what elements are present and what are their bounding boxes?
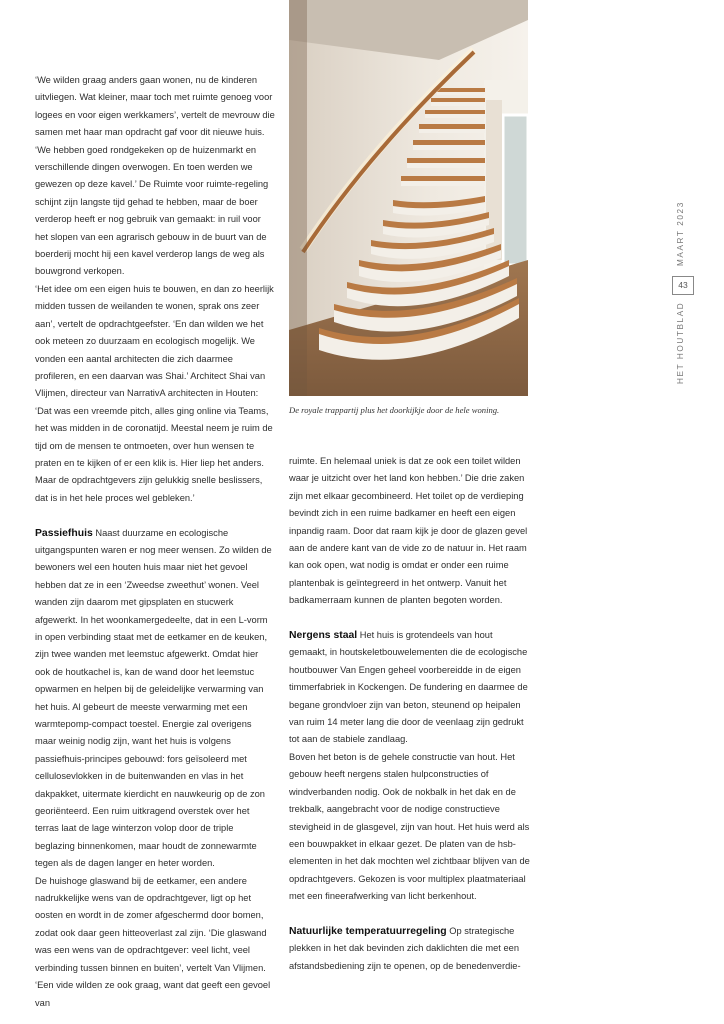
paragraph: ruimte. En helemaal uniek is dat ze ook een toilet wilden waar je uitzicht over het land kon hebben.’ Die drie zaken zijn met elkaar gecombineerd. Het toilet op de verdieping bevindt zich in een ruime badkamer en heeft een eigen inpandig raam. Door dat raam kijk je door de glazen gevel aan de andere kant van de vide zo de natuur in. Het raam kan ook open, wat nodig is omdat er onder een ruime plantenbak is geïntegreerd in het ontwerp. Vanuit het badkamerraam kunnen de planten begoten worden. — [289, 456, 528, 606]
photo-caption: De royale trappartij plus het doorkijkje door de hele woning. — [289, 405, 500, 415]
issue-month: MAART 2023 — [676, 201, 685, 266]
page-number: 43 — [672, 276, 694, 295]
paragraph — [289, 923, 531, 975]
publication-name: HET HOUTBLAD — [676, 301, 685, 384]
paragraph: ‘Het idee om een eigen huis te bouwen, en dan zo heerlijk midden tussen de weilanden te wonen, sprak ons zeer aan’, vertelt de opdrachtgeefster. ‘En dan wilden we het ook meteen zo duurzaam en ecologisch mogelijk. We vonden een aantal architecten die zich daarmee profileren, en een daarvan was Shai.’ Architect Shai van Vlijmen, directeur van NarrativA architecten in Houten: ‘Dat was een vreemde pitch, alles ging online via Teams, het was midden in de coronatijd. Meestal neem je ruim de tijd om de mensen te ontmoeten, over hun wensen te praten en te kijken of er een klik is. Hier liep het anders. Maar de opdrachtgevers zijn gelukkig snelle beslissers, dat is in het hele proces wel gebleken.’ — [35, 283, 274, 503]
right-column — [289, 453, 531, 975]
paragraph: ‘We wilden graag anders gaan wonen, nu de kinderen uitvliegen. Wat kleiner, maar toch met ruimte genoeg voor logees en voor eigen werkkamers’, vertelt de mevrouw die samen met haar man opdracht gaf voor dit nieuwe huis. ‘We hebben goed rondgekeken op de huizenmarkt en verschillende dingen overwogen. En toen werden we gewezen op deze kavel.’ De Ruimte voor ruimte-regeling schijnt zijn langste tijd gehad te hebben, maar de boer verderop heeft er nog gebruik van gemaakt: in ruil voor het slopen van een agrarisch gebouw in de buurt van de boerderij mocht hij een kavel verderop langs de weg als bouwgrond verkopen. — [35, 75, 275, 277]
paragraph — [289, 627, 531, 749]
section-heading: Natuurlijke temperatuurregeling — [289, 925, 447, 937]
paragraph: Boven het beton is de gehele constructie van hout. Het gebouw heeft nergens stalen hulpconstructies of windverbanden nodig. Ook de nokbalk in het dak en de trekbalk, aangebracht voor de nodige constructieve stevigheid in de glasgevel, zijn van hout. Het huis werd als een bouwpakket in elkaar gezet. De platen van de hsb-elementen in het dak mochten wel zichtbaar blijven van de opdrachtgevers. Gekozen is voor multiplex plaatmateriaal met een fineerafwerking van licht berkenhout. — [289, 751, 530, 902]
section-heading: Passiefhuis — [35, 527, 93, 539]
paragraph: De huishoge glaswand bij de eetkamer, een andere nadrukkelijke wens van de opdrachtgever, ligt op het oosten en wordt in de zomer afgeschermd door bomen, zodat ook daar geen hitteoverlast zal zijn. ‘Die glaswand was een wens van de opdrachtgever: veel licht, veel verbinding tussen binnen en buiten’, vertelt Van Vlijmen. ‘Een vide wilden ze ook graag, want dat geeft een gevoel van — [35, 875, 271, 1008]
left-column — [35, 72, 275, 1012]
staircase-photo — [289, 0, 528, 396]
section-heading: Nergens staal — [289, 630, 358, 642]
paragraph-text: Het huis is grotendeels van hout gemaakt, in houtskeletbouwelementen die de ecologische houtbouwer Van Engen geheel voorbereidde in de eigen timmerfabriek in Kockengen. De fundering en daarmee de begane grondvloer zijn van beton, steunend op heipalen van ruim 14 meter lang die door de veenlaag zijn gedrukt tot aan de stabiele zandlaag. — [289, 630, 528, 745]
paragraph-text: Naast duurzame en ecologische uitgangspunten waren er nog meer wensen. Zo wilden de bewoners wel een houten huis maar niet het gevoel hebben dat ze in een ‘Zweedse zweethut’ wonen. Veel wanden zijn daarom met gipsplaten en stucwerk afgewerkt. In het woonkamergedeelte, dat in een L-vorm in open verbinding staat met de eetkamer en de keuken, zijn twee wanden met leemstuc afgewerkt. Omdat hier ook de houtkachel is, kan de wand door het leemstuc opwarmen en helpen bij de geleidelijke verwarming van het huis. Al gebeurt de meeste verwarming met een warmtepomp-compact toestel. Energie zal overigens maar weinig nodig zijn, want het huis is volgens passiefhuis-principes gebouwd: fors geïsoleerd met cellulosevlokken in de buitenwanden en vlas in het dakpakket, uitermate kierdicht en nauwkeurig op de zon georiënteerd. Een ruim uitkragend overstek over het terras laat de lage winterzon volop door de triple beglazing binnenkomen, maar houdt de zonnewarmte tegen als de dagen langer en heter worden. — [35, 527, 272, 869]
paragraph — [35, 525, 275, 873]
paragraph-text: Op strategische plekken in het dak bevinden zich daklichten die met een afstandsbediening zijn te openen, op de benedenverdie- — [289, 925, 521, 971]
